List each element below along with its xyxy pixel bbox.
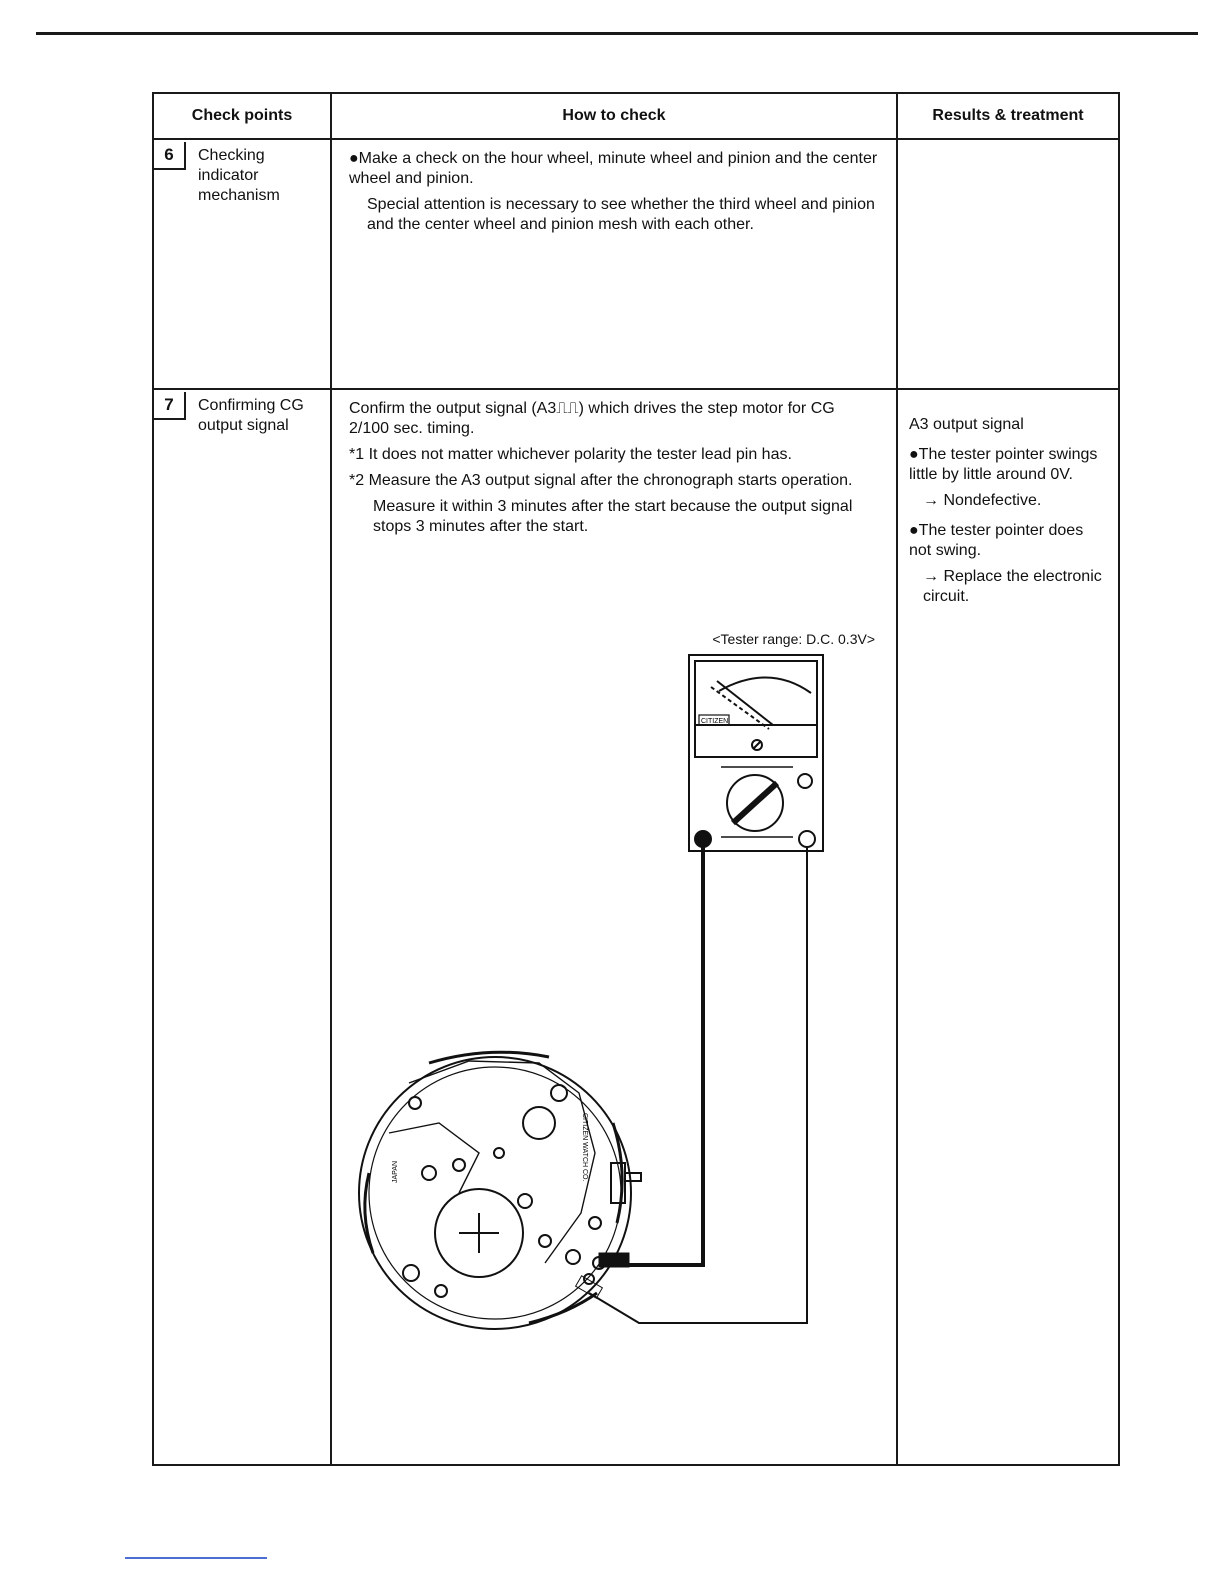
result-condition: ●The tester pointer does not swing. — [909, 522, 1084, 559]
check-point-cell — [153, 389, 331, 1465]
step-number: 6 — [154, 142, 186, 170]
instruction-text: Special attention is necessary to see whether the third wheel and pinion and the center wheel and pinion mesh with each other. — [367, 196, 875, 233]
note-text: Measure it within 3 minutes after the start because the output signal stops 3 minutes after the start. — [373, 498, 853, 535]
header-how-to-check: How to check — [331, 93, 897, 139]
results-title: A3 output signal — [909, 416, 1024, 433]
tester-wiring-diagram — [349, 653, 883, 1353]
header-check-points: Check points — [153, 93, 331, 139]
how-to-check-cell — [331, 389, 897, 1465]
tester-diagram-svg — [349, 653, 883, 1353]
note-text: *2 Measure the A3 output signal after the chronograph starts operation. — [349, 472, 853, 489]
check-point-label: Checking indicator mechanism — [198, 147, 280, 204]
result-treatment: → Nondefective. — [923, 492, 1042, 509]
tester-icon — [689, 655, 823, 851]
step-number: 7 — [154, 392, 186, 420]
instruction-text: Confirm the output signal (A3⎍⎍) which drives the step motor for CG 2/100 sec. timing. — [349, 400, 835, 437]
check-sheet — [152, 92, 1118, 1466]
note-text: *1 It does not matter whichever polarity the tester lead pin has. — [349, 446, 792, 463]
result-condition: ●The tester pointer swings little by little around 0V. — [909, 446, 1098, 483]
watch-movement-icon — [359, 1052, 641, 1329]
check-point-label: Confirming CG output signal — [198, 397, 304, 434]
tester-brand-label: CITIZEN — [701, 718, 729, 725]
tester-range-label: <Tester range: D.C. 0.3V> — [712, 631, 875, 647]
table-row — [153, 139, 1119, 389]
movement-text: JAPAN — [392, 1160, 399, 1183]
tester-leads — [576, 847, 807, 1323]
how-to-check-cell — [331, 139, 897, 389]
check-table — [152, 92, 1120, 1466]
movement-text: CITIZEN WATCH CO. — [581, 1113, 588, 1182]
results-cell — [897, 139, 1119, 389]
check-point-cell — [153, 139, 331, 389]
result-treatment: → Replace the electronic circuit. — [923, 568, 1102, 605]
top-rule — [36, 32, 1198, 35]
footer-link-rule — [125, 1557, 267, 1559]
results-cell — [897, 389, 1119, 1465]
table-row — [153, 389, 1119, 1465]
instruction-text: ●Make a check on the hour wheel, minute wheel and pinion and the center wheel and pinion. — [349, 150, 878, 187]
header-results: Results & treatment — [897, 93, 1119, 139]
table-header-row — [153, 93, 1119, 139]
